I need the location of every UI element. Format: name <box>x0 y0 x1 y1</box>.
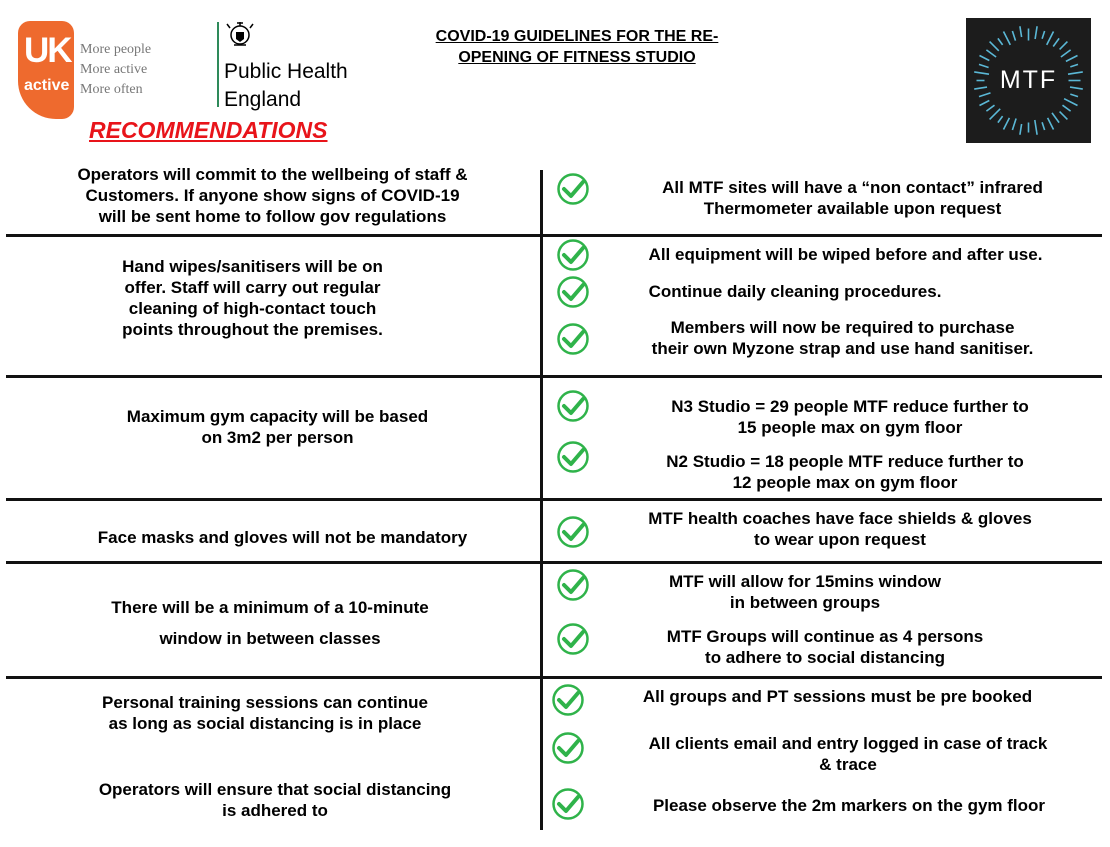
row-divider <box>6 234 1102 237</box>
ukactive-tagline-1: More people <box>80 42 152 57</box>
row-divider <box>6 676 1102 679</box>
recommendation-text: as long as social distancing is in place <box>108 714 422 733</box>
recommendation-text: Operators will ensure that social distancing <box>98 780 452 799</box>
mtf-measure-row2a <box>598 244 1093 265</box>
recommendation-text: Maximum gym capacity will be based <box>126 407 429 426</box>
measure-text: MTF health coaches have face shields & gloves <box>648 509 1032 528</box>
royal-crest-icon <box>224 20 256 50</box>
mtf-measure-row6a <box>595 686 1080 707</box>
check-icon <box>551 787 585 821</box>
check-icon <box>556 622 590 656</box>
recommendation-text: Hand wipes/sanitisers will be on <box>122 257 383 276</box>
measure-text: to adhere to social distancing <box>705 648 945 667</box>
recommendation-row6a <box>30 692 500 734</box>
ukactive-tagline-2: More active <box>80 62 148 77</box>
ukactive-logo-active: active <box>24 77 70 94</box>
phe-divider <box>217 22 219 107</box>
measure-text: Members will now be required to purchase <box>670 318 1015 337</box>
phe-name-line2: England <box>224 88 302 111</box>
recommendation-text: cleaning of high-contact touch <box>128 299 377 318</box>
recommendation-text: will be sent home to follow gov regulations <box>98 207 447 226</box>
page-title-line2: OPENING OF FITNESS STUDIO <box>458 49 696 66</box>
measure-text: & trace <box>819 755 877 774</box>
recommendation-text: on 3m2 per person <box>201 428 354 447</box>
recommendation-text: offer. Staff will carry out regular <box>124 278 381 297</box>
recommendation-text: There will be a minimum of a 10-minute <box>111 598 429 617</box>
measure-text: MTF will allow for 15mins window <box>668 572 942 591</box>
mtf-measure-row4 <box>600 508 1080 550</box>
recommendation-text: Face masks and gloves will not be mandatory <box>97 528 468 547</box>
measure-text: 15 people max on gym floor <box>737 418 963 437</box>
measure-text: Thermometer available upon request <box>703 199 1002 218</box>
measure-text: N3 Studio = 29 people MTF reduce further to <box>671 397 1029 416</box>
measure-text: N2 Studio = 18 people MTF reduce further to <box>666 452 1024 471</box>
mtf-measure-row2c <box>595 317 1090 359</box>
measure-text: All clients email and entry logged in case of track <box>648 734 1048 753</box>
recommendation-text: points throughout the premises. <box>122 320 383 339</box>
check-icon <box>556 275 590 309</box>
measure-text: All MTF sites will have a “non contact” infrared <box>662 178 1043 197</box>
recommendation-text: is adhered to <box>222 801 328 820</box>
check-icon <box>556 172 590 206</box>
measure-text: Continue daily cleaning procedures. <box>648 282 942 301</box>
mtf-measure-row5b <box>600 626 1050 668</box>
recommendation-row6b <box>30 779 520 821</box>
mtf-measure-row6b <box>593 733 1103 775</box>
mtf-measure-row6c <box>600 795 1098 816</box>
row-divider <box>6 561 1102 564</box>
check-icon <box>556 515 590 549</box>
mtf-logo <box>966 18 1091 143</box>
row-divider <box>6 375 1102 378</box>
recommendation-text: window in between classes <box>159 629 381 648</box>
recommendation-row2 <box>20 256 485 340</box>
page-title-line1: COVID-19 GUIDELINES FOR THE RE- <box>435 28 719 45</box>
measure-text: 12 people max on gym floor <box>732 473 958 492</box>
measure-text: to wear upon request <box>754 530 926 549</box>
check-icon <box>551 683 585 717</box>
check-icon <box>556 322 590 356</box>
ukactive-logo-uk: UK <box>24 31 71 70</box>
recommendations-heading: RECOMMENDATIONS <box>89 117 328 143</box>
mtf-logo-text: MTF <box>999 66 1058 94</box>
recommendation-text: Personal training sessions can continue <box>102 693 428 712</box>
recommendation-row5a <box>20 597 520 618</box>
check-icon <box>556 389 590 423</box>
column-divider <box>540 170 543 830</box>
mtf-measure-row1 <box>605 177 1100 219</box>
measure-text: Please observe the 2m markers on the gym floor <box>652 796 1046 815</box>
measure-text: in between groups <box>729 593 881 612</box>
recommendation-row3 <box>20 406 535 448</box>
measure-text: All equipment will be wiped before and after use. <box>648 245 1043 264</box>
phe-name-line1: Public Health <box>224 60 348 83</box>
check-icon <box>556 238 590 272</box>
recommendation-row4 <box>30 527 535 548</box>
measure-text: All groups and PT sessions must be pre booked <box>642 687 1033 706</box>
check-icon <box>551 731 585 765</box>
check-icon <box>556 568 590 602</box>
mtf-measure-row5a <box>595 571 1015 613</box>
ukactive-tagline-3: More often <box>80 82 143 97</box>
ukactive-logo <box>18 21 74 119</box>
mtf-measure-row3b <box>600 451 1090 493</box>
check-icon <box>556 440 590 474</box>
mtf-measure-row2b <box>600 281 990 302</box>
measure-text: MTF Groups will continue as 4 persons <box>666 627 984 646</box>
mtf-measure-row3a <box>605 396 1095 438</box>
measure-text: their own Myzone strap and use hand sanitiser. <box>651 339 1034 358</box>
recommendation-text: Customers. If anyone show signs of COVID-19 <box>85 186 460 205</box>
recommendation-text: Operators will commit to the wellbeing of staff & <box>77 165 468 184</box>
recommendation-row1 <box>10 164 535 227</box>
row-divider <box>6 498 1102 501</box>
recommendation-row5b <box>20 628 520 649</box>
